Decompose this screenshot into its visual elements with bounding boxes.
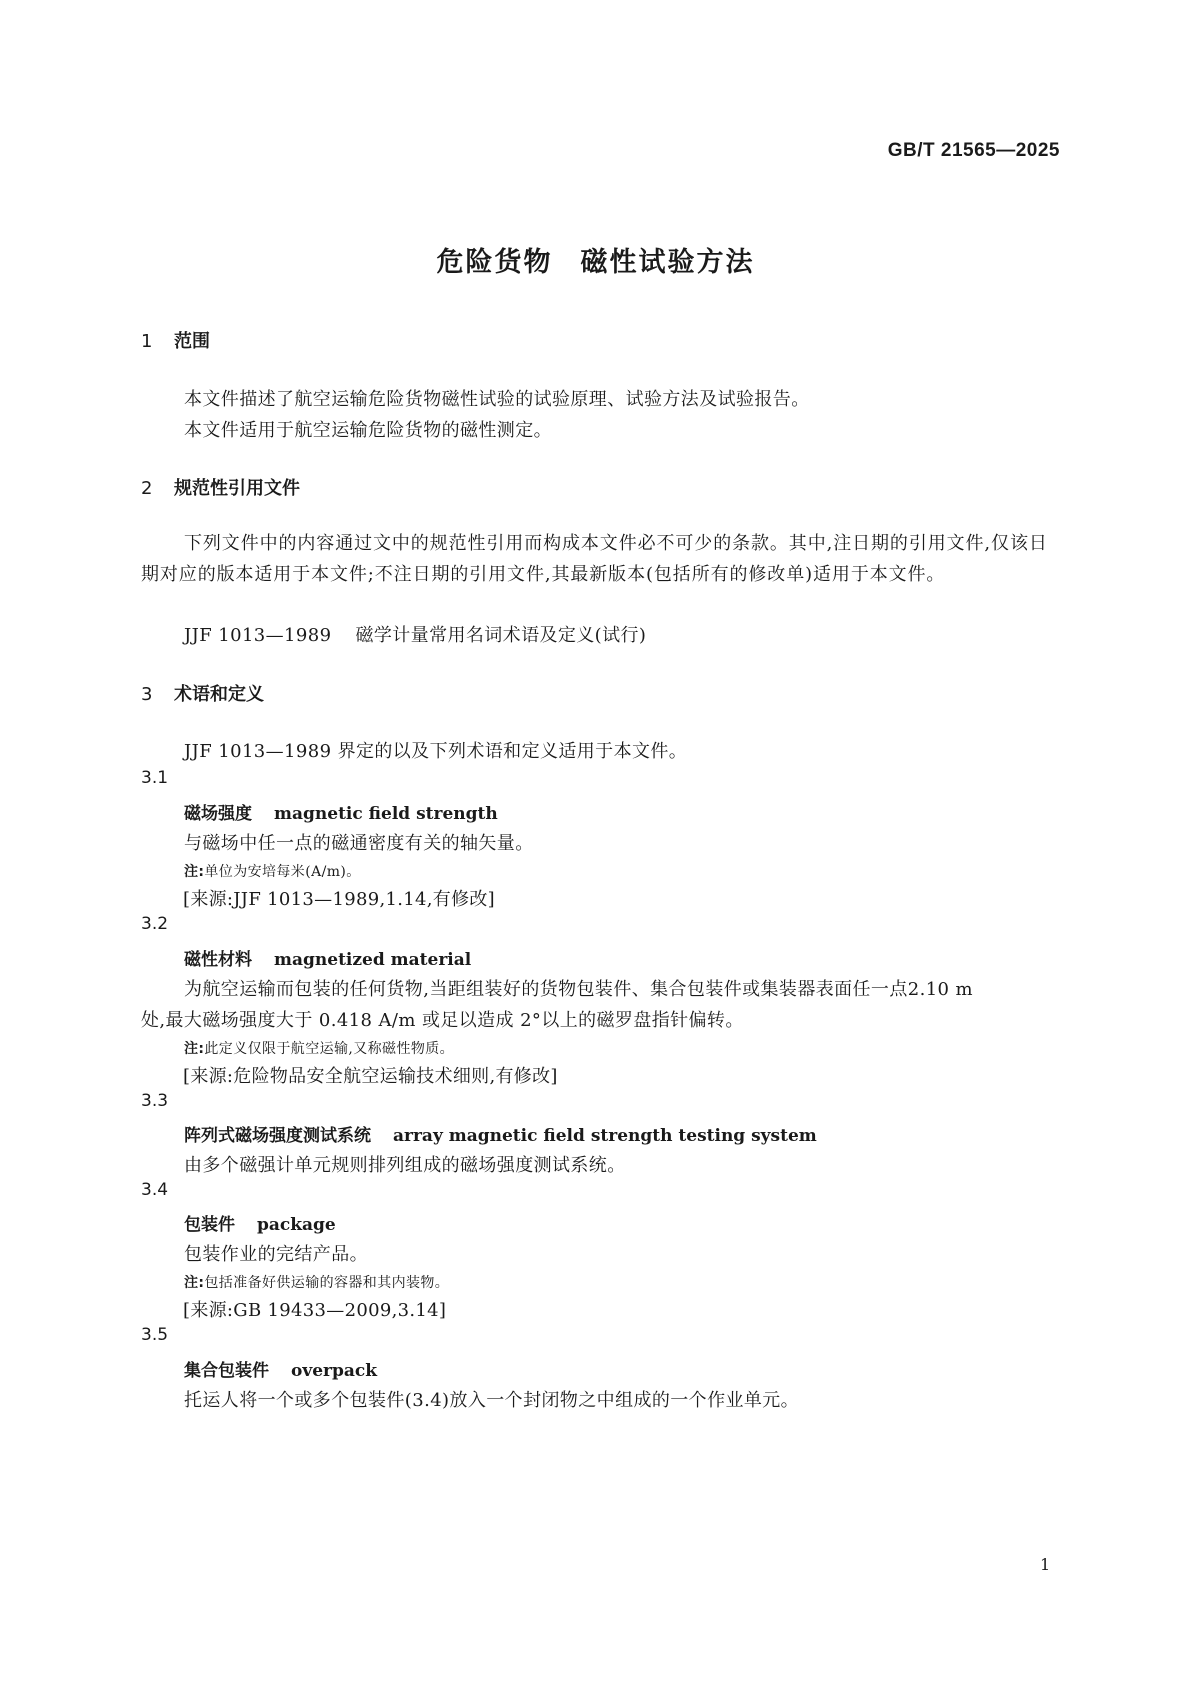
note-label: 注: [184,1275,205,1291]
term-english: overpack [291,1361,378,1381]
section-number: 1 [141,331,153,352]
term-english: array magnetic field strength testing system [393,1126,817,1146]
term-3-4-definition: 包装作业的完结产品。 [184,1244,368,1265]
note-text: 包括准备好供运输的容器和其内装物。 [204,1275,450,1291]
section-1-heading [141,327,210,353]
scope-paragraph-2: 本文件适用于航空运输危险货物的磁性测定。 [184,420,552,441]
term-number-3-3: 3.3 [141,1091,169,1111]
term-chinese: 包装件 [184,1215,235,1235]
term-english: magnetized material [274,950,472,970]
section-2-heading [141,474,300,500]
section-number: 3 [141,684,153,705]
term-3-5-definition: 托运人将一个或多个包装件(3.4)放入一个封闭物之中组成的一个作业单元。 [184,1390,800,1411]
note-text: 此定义仅限于航空运输,又称磁性物质。 [204,1041,455,1057]
term-3-4-source: [来源:GB 19433—2009,3.14] [183,1300,447,1321]
term-3-2-source: [来源:危险物品安全航空运输技术细则,有修改] [183,1066,558,1087]
reference-entry [184,621,646,647]
term-3-4 [184,1210,336,1235]
standard-number: GB/T 21565—2025 [887,140,1060,161]
term-3-1-definition: 与磁场中任一点的磁通密度有关的轴矢量。 [184,833,534,854]
term-chinese: 集合包装件 [184,1361,269,1381]
term-number-3-1: 3.1 [141,768,169,788]
term-chinese: 磁场强度 [184,804,252,824]
section-title: 术语和定义 [174,684,264,705]
section-number: 2 [141,478,153,499]
note-label: 注: [184,1041,205,1057]
term-3-5 [184,1356,377,1381]
term-number-3-2: 3.2 [141,914,169,934]
term-3-2-definition-line-1: 为航空运输而包装的任何货物,当距组装好的货物包装件、集合包装件或集装器表面任一点2.10 m [184,979,973,1000]
term-chinese: 磁性材料 [184,950,252,970]
page-number: 1 [1040,1555,1051,1574]
term-3-2-definition-line-2: 处,最大磁场强度大于 0.418 A/m 或足以造成 2°以上的磁罗盘指针偏转。 [141,1010,744,1031]
section-3-heading [141,680,264,706]
term-3-3-definition: 由多个磁强计单元规则排列组成的磁场强度测试系统。 [184,1155,626,1176]
reference-title: 磁学计量常用名词术语及定义(试行) [355,625,647,646]
term-3-2 [184,945,471,970]
term-3-4-note [184,1272,449,1292]
term-3-2-note [184,1038,454,1058]
note-label: 注: [184,864,205,880]
term-3-1-source: [来源:JJF 1013—1989,1.14,有修改] [183,889,495,910]
note-text: 单位为安培每米(A/m)。 [204,864,361,880]
terms-intro: JJF 1013—1989 界定的以及下列术语和定义适用于本文件。 [184,741,688,762]
term-3-1 [184,799,498,824]
scope-paragraph-1: 本文件描述了航空运输危险货物磁性试验的试验原理、试验方法及试验报告。 [184,389,810,410]
term-3-1-note [184,861,361,881]
title-part-1: 危险货物 [436,247,553,278]
document-title [0,240,1191,279]
term-english: magnetic field strength [274,804,498,824]
title-part-2: 磁性试验方法 [580,247,755,278]
normative-references-paragraph: 下列文件中的内容通过文中的规范性引用而构成本文件必不可少的条款。其中,注日期的引用文件,仅该日期对应的版本适用于本文件;不注日期的引用文件,其最新版本(包括所有的修改单)适用于本文件。 [141,533,1048,585]
term-3-3 [184,1121,817,1146]
term-english: package [257,1215,336,1235]
reference-code: JJF 1013—1989 [184,625,332,646]
term-number-3-4: 3.4 [141,1180,169,1200]
term-number-3-5: 3.5 [141,1325,169,1345]
section-title: 规范性引用文件 [174,478,300,499]
section-title: 范围 [174,331,210,352]
term-chinese: 阵列式磁场强度测试系统 [184,1126,371,1146]
